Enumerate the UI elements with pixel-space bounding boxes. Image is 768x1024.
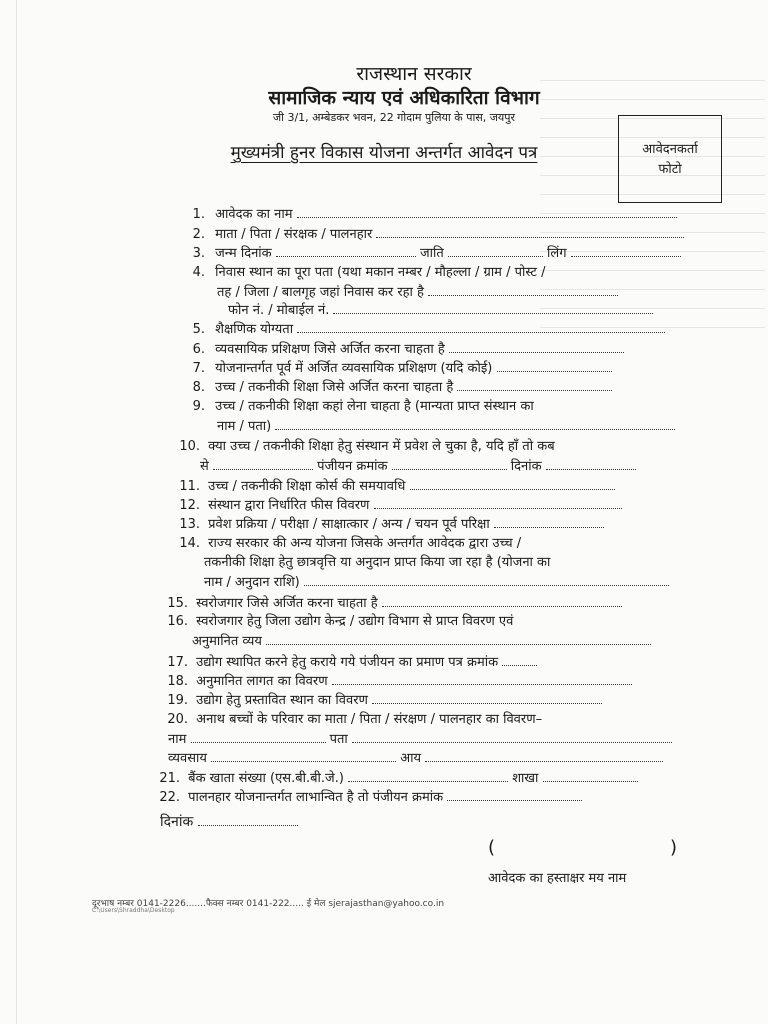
department-address: जी 3/1, अम्बेडकर भवन, 22 गोदाम पुलिया के पास, जयपुर (272, 111, 516, 124)
field-label: लिंग (547, 246, 567, 261)
applicant-signature-label: आवेदक का हस्ताक्षर मय नाम (488, 871, 627, 886)
field-number: 21. (159, 771, 180, 786)
form-title: मुख्यमंत्री हुनर विकास योजना अन्तर्गत आवेदन पत्र (230, 143, 538, 163)
field-row-20-occupation (168, 749, 663, 768)
field-row-22 (0, 788, 582, 807)
field-row-16-cont (192, 632, 651, 651)
blank-line[interactable] (497, 359, 612, 372)
blank-line[interactable] (374, 496, 622, 509)
field-label: उद्योग हेतु प्रस्तावित स्थान का विवरण (196, 693, 368, 708)
field-label: अनाथ बच्चों के परिवार का माता / पिता / संरक्षण / पालनहार का विवरण– (196, 712, 543, 727)
blank-line[interactable] (571, 244, 681, 257)
field-number: 4. (192, 265, 205, 280)
field-number: 3. (192, 246, 205, 261)
blank-line[interactable] (191, 730, 326, 743)
field-label: नाम / पता) (217, 419, 272, 434)
field-row-14-cont (204, 554, 550, 572)
signature-bracket-close: ) (670, 837, 678, 858)
field-row-21 (0, 769, 638, 788)
field-row-5 (0, 320, 665, 339)
field-label: पता (329, 732, 348, 747)
blank-line[interactable] (348, 769, 508, 782)
field-label: उच्च / तकनीकी शिक्षा कहां लेना चाहता है (मान्यता प्राप्त संस्थान का (215, 399, 534, 414)
field-row-9 (0, 398, 534, 416)
field-row-9-cont (217, 417, 675, 436)
field-number: 17. (167, 655, 188, 670)
field-label: माता / पिता / संरक्षक / पालनहार (215, 227, 373, 242)
field-row-8 (0, 378, 612, 397)
field-label: उच्च / तकनीकी शिक्षा कोर्स की समयावधि (208, 479, 406, 494)
field-row-4-cont (217, 283, 618, 302)
field-row-10-cont (200, 457, 636, 476)
blank-line[interactable] (543, 769, 638, 782)
field-row-17 (0, 653, 537, 672)
field-label: फोन नं. / मोबाईल नं. (228, 303, 330, 318)
field-number: 13. (179, 517, 200, 532)
blank-line[interactable] (546, 457, 636, 470)
field-number: 14. (179, 536, 200, 551)
field-label: व्यवसाय (168, 751, 207, 766)
department-title: सामाजिक न्याय एवं अधिकारिता विभाग (268, 87, 540, 109)
signature-bracket-open: ( (488, 837, 496, 858)
blank-line[interactable] (372, 691, 602, 704)
blank-line[interactable] (410, 477, 615, 490)
field-label: शाखा (512, 771, 539, 786)
field-label: नाम / अनुदान राशि) (204, 575, 300, 590)
field-label: निवास स्थान का पूरा पता (यथा मकान नम्बर / मौहल्ला / ग्राम / पोस्ट / (215, 265, 546, 280)
blank-line[interactable] (332, 672, 632, 685)
contact-line: दूरभाष नम्बर 0141-2226.......फैक्स नम्बर 0141-222..... ई मेल sjerajasthan@yahoo.co.in (92, 899, 445, 909)
field-row-14-cont2 (204, 573, 669, 592)
field-label: तह / जिला / बालगृह जहां निवास कर रहा है (217, 285, 424, 300)
field-number: 22. (159, 790, 180, 805)
field-label: आय (400, 751, 422, 766)
blank-line[interactable] (297, 320, 665, 333)
field-label: स्वरोजगार जिसे अर्जित करना चाहता है (196, 596, 378, 611)
field-label: बैंक खाता संख्या (एस.बी.बी.जे.) (188, 771, 344, 786)
blank-line[interactable] (382, 594, 622, 607)
field-row-20-name (168, 730, 672, 749)
field-number: 16. (167, 614, 188, 629)
field-row-16 (0, 613, 513, 631)
field-row-18 (0, 672, 632, 691)
blank-line[interactable] (428, 283, 618, 296)
field-number: 2. (192, 227, 205, 242)
field-label: उच्च / तकनीकी शिक्षा जिसे अर्जित करना चाहता है (215, 380, 454, 395)
field-label: प्रवेश प्रक्रिया / परीक्षा / साक्षात्कार / अन्य / चयन पूर्व परिक्षा (208, 517, 490, 532)
field-label: राज्य सरकार की अन्य योजना जिसके अन्तर्गत आवेदक द्वारा उच्च / (208, 536, 522, 551)
field-number: 20. (167, 712, 188, 727)
field-number: 1. (192, 207, 205, 222)
field-number: 5. (192, 322, 205, 337)
photo-box-label-1: आवेदनकर्ता (642, 142, 698, 157)
field-row-4 (0, 264, 545, 282)
field-row-3 (0, 244, 681, 263)
field-number: 9. (192, 399, 205, 414)
field-row-20 (0, 711, 542, 729)
field-number: 6. (192, 342, 205, 357)
file-path-footnote: C:\Users\Shraddha\Desktop (92, 907, 175, 914)
field-number: 12. (179, 498, 200, 513)
blank-line[interactable] (447, 788, 582, 801)
field-label: योजनान्तर्गत पूर्व में अर्जित व्यवसायिक प्रशिक्षण (यदि कोई) (215, 361, 493, 376)
blank-line[interactable] (266, 632, 651, 645)
date-row (160, 812, 298, 831)
blank-line[interactable] (457, 378, 612, 391)
field-label: संस्थान द्वारा निर्धारित फीस विवरण (208, 498, 370, 513)
blank-line[interactable] (352, 730, 672, 743)
blank-line[interactable] (275, 417, 675, 430)
govt-title: राजस्थान सरकार (356, 63, 472, 85)
field-label: अनुमानित व्यय (192, 634, 262, 649)
field-row-12 (0, 496, 622, 515)
field-number: 15. (167, 596, 188, 611)
field-label: दिनांक (510, 459, 542, 474)
blank-line[interactable] (494, 515, 604, 528)
field-row-4-phone (228, 301, 653, 320)
field-row-11 (0, 477, 615, 496)
field-row-13 (0, 515, 604, 534)
field-label: पंजीयन क्रमांक (317, 459, 388, 474)
blank-line[interactable] (449, 340, 624, 353)
blank-line[interactable] (213, 457, 313, 470)
field-label: क्या उच्च / तकनीकी शिक्षा हेतु संस्थान में प्रवेश ले चुका है, यदि हॉं तो कब (208, 439, 555, 454)
field-label: पालनहार योजनान्तर्गत लाभान्वित है तो पंजीयन क्रमांक (188, 790, 444, 805)
blank-line[interactable] (297, 205, 677, 218)
blank-line[interactable] (392, 457, 507, 470)
field-label: नाम (168, 732, 187, 747)
field-row-15 (0, 594, 622, 613)
field-number: 18. (167, 674, 188, 689)
field-label: से (200, 459, 209, 474)
blank-line[interactable] (276, 244, 416, 257)
field-number: 11. (179, 479, 200, 494)
field-row-14 (0, 535, 521, 553)
blank-line[interactable] (333, 301, 653, 314)
blank-line[interactable] (376, 225, 684, 238)
field-label: शैक्षणिक योग्यता (215, 322, 294, 337)
blank-line[interactable] (425, 749, 663, 762)
field-label: अनुमानित लागत का विवरण (196, 674, 328, 689)
field-number: 19. (167, 693, 188, 708)
field-label: स्वरोजगार हेतु जिला उद्योग केन्द्र / उद्योग विभाग से प्राप्त विवरण एवं (196, 614, 514, 629)
field-row-1 (0, 205, 677, 224)
field-label: जन्म दिनांक (215, 246, 272, 261)
field-label: आवेदक का नाम (215, 207, 293, 222)
field-number: 8. (192, 380, 205, 395)
date-blank-line[interactable] (198, 813, 298, 826)
field-row-10 (0, 438, 555, 456)
photo-box-label-2: फोटो (658, 162, 682, 177)
field-number: 10. (179, 439, 200, 454)
applicant-photo-box (618, 115, 722, 203)
date-label: दिनांक (160, 814, 194, 830)
blank-line[interactable] (448, 244, 543, 257)
field-label: जाति (419, 246, 444, 261)
field-row-7 (0, 359, 612, 378)
field-row-6 (0, 340, 624, 359)
field-row-19 (0, 691, 602, 710)
blank-line[interactable] (304, 573, 669, 586)
field-row-2 (0, 225, 684, 244)
field-number: 7. (192, 361, 205, 376)
blank-line[interactable] (502, 653, 537, 666)
field-label: तकनीकी शिक्षा हेतु छात्रवृत्ति या अनुदान प्राप्त किया जा रहा है (योजना का (204, 555, 551, 570)
blank-line[interactable] (211, 749, 396, 762)
field-label: उद्योग स्थापित करने हेतु कराये गये पंजीयन का प्रमाण पत्र क्रमांक (196, 655, 499, 670)
field-label: व्यवसायिक प्रशिक्षण जिसे अर्जित करना चाहता है (215, 342, 445, 357)
